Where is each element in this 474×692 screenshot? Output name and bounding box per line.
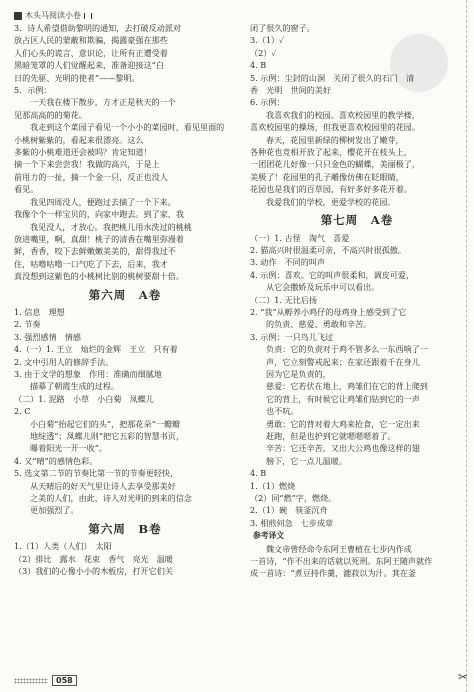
text-line: 喜欢校园里的操场，但我更喜欢校园里的花园。 [250,122,420,133]
text-line: 赶跑，但是也护到它就嗯嗯嗯着了。 [266,431,396,441]
text-line: 一首诗，“作不出来的话就以死刑。东阿王随声就作 [250,556,433,567]
text-line: 从天晴后的好天气里让诗人去享受那美好 [30,480,176,491]
text-line: （2）同“燃”字，燃烧。 [250,493,337,504]
text-line: 2. 猫高兴时很温柔可亲，不高兴时很孤傲。 [250,244,406,255]
text-line: 我见四周没人，便跑过去摘了一个下来。 [30,196,176,207]
section-title-week6a: 第六周 A卷 [88,287,162,302]
text-line: 春天，花园里新绿的柳树发出了嫩芽， [266,134,404,145]
left-column [14,22,236,577]
text-line: 2. “我”从孵养小鸡仔的母鸡身上感受到了它 [250,306,407,317]
text-line: 5. 示例：尘封的山洞 关闭了很久的石门 清 [250,72,415,83]
text-line: 1.（1）燃烧 [250,480,296,491]
text-line: 3. 强烈感情 情感 [14,331,81,342]
text-line: 也不吭。 [266,406,299,417]
section-title-week7a: 第七周 A卷 [320,213,394,228]
text-line: （2）排比 露水 花束 香气 亮光 温暖 [14,553,173,564]
page-header [14,10,92,21]
text-line: 4.（一）1. 王立 灿烂的金辉 王立 只有着 [14,344,178,355]
cut-line [466,0,467,692]
text-line: （一）1. 古怪 淘气 喜爱 [250,232,350,243]
text-line: 因为它是负责的， [266,368,331,379]
right-column [250,22,464,580]
text-line: 美极了！花园里的孔子雕像仿佛在眨眼睛， [250,171,404,182]
text-line: 黑暗笼罩的人们觉醒起来，准备迎接这“白 [14,60,164,71]
reference-translation-text [250,543,464,580]
reference-translation-label: 参考译文 [253,531,285,541]
text-line: 魏文帝曾经命令东阿王曹植在七步内作成 [266,543,412,554]
text-line: （二）1. 无比后扬 [250,294,317,305]
text-line: 鲜，香香，咬下去鲜嫩嫩美美的，甜得我过不 [14,246,176,257]
text-line: 多紫的小桃难道还会被吗？肯定知道！ [14,147,152,158]
text-line: 4. B [250,60,267,71]
text-line: 一团团花儿好像一只只金色的蝴蝶，美丽极了， [250,159,420,170]
text-line: 真没想到这紫色的小桃树比别的桃树要甜十倍。 [14,271,184,282]
text-line: 慈爱：它若伏在地上，鸡雏们在它的背上爬到 [266,381,428,392]
text-line: 小白菊“抬起它们的头”，把那花朵“一瓣瓣 [30,418,181,429]
text-line: 一天我在楼下散步，方才正是秋天的一个 [30,97,176,108]
text-line: 2. C [14,406,31,417]
text-line: 花园也是我们的百草园，有好多好多花开着。 [250,184,412,195]
text-line: 4. 又“晴”的感情色彩。 [14,455,98,466]
text-line: 5．示例： [14,85,52,96]
week6a-answers [14,306,236,517]
text-line: 辛苦：它还辛苦，又出大公鸡也像这样的翅 [266,443,420,454]
text-line: 我像个个一样宝贝的，向家中跑去。到了家，我 [14,209,184,220]
text-line: 地绽透”；凤蝶儿则“把它五彩的智慧书页， [30,431,184,441]
page-footer [14,675,77,686]
text-line: 2. 节奏 [14,319,41,330]
text-line: 放进嘴里，啊，真甜！桃子的清香在嘴里弥漫着 [14,233,184,244]
text-line: 摘一个下来尝尝我！我做的高兴，于是上 [14,159,160,170]
text-line: 见那高高的的菊花。 [14,109,87,120]
text-line: 3. 由于文学的想象 作用：准确而细腻地 [14,368,162,379]
text-line: 3. 示例：一只鸟儿飞过 [250,331,334,342]
right-text-block [250,22,464,208]
text-line: （二）1. 泥路 小草 小白菊 凤蝶儿 [14,393,154,404]
text-line: 3. 动作 不同的叫声 [250,257,326,268]
book-logo-icon [14,12,22,20]
scissors-icon: ✂ [457,670,468,684]
text-line: 我走到这个菜园子看见一个小小的菜园时，看见里面的 [30,122,225,133]
text-line: 勇敢：它的背对着大鸡来抢食，它一定出来 [266,418,420,429]
text-line: 更加强烈了。 [30,505,79,516]
left-text-block [14,22,236,283]
text-line: 3．诗人希望借助黎明的通知，去打破反动派对 [14,23,182,33]
text-line: 各种花也竞相开放了起来，樱花开在枝头上， [250,147,412,158]
text-line: （3）我们的心像小小的木板房，打开它们关 [14,566,173,577]
text-line: 2. 文中引用人的修辞手法。 [14,356,114,367]
text-line: 之美的人们，由此，诗人对光明的到来的信念 [30,493,192,504]
text-line: 3. 相煎何急 七步成章 [250,517,334,528]
text-line: 人们心头的谎言、意识论，让所有正遭受着 [14,47,168,58]
text-line: 4. B [250,468,267,479]
text-line: 我见没人，才放心。我把桃儿用水洗过的桃桃 [30,221,192,232]
text-line: 住，咕噜咕噜一口气吃了下去，后来，我才 [14,258,168,269]
text-line: 放占区人民的蒙蔽和欺骗，揭露豪强在那些 [14,35,168,46]
text-line: 它的背上，有时候它让鸡雏们钻到它的一声 [266,393,420,404]
text-line: 日的先驱、光明的使者”——黎明。 [14,72,140,83]
text-line: 从它会撒娇及玩乐中可以看出。 [266,282,380,293]
text-line: 1. 信息 理想 [14,306,65,317]
section-title-week6b: 第六周 B卷 [88,521,162,536]
text-line: 描摹了朝霞生成的过程。 [30,381,120,392]
text-line: 看见。 [14,184,39,195]
text-line: 香 光明 世间的美好 [250,85,331,96]
page-number: 058 [52,675,77,686]
text-line: 成一首诗：“煮豆持作羹，漉菽以为汁。萁在釜 [250,568,417,579]
text-line: 负责：它的负责对于鸡不管多么一东西响了一 [266,344,428,355]
text-line: 我爱我们的学校，更爱学校的花园。 [266,196,396,207]
header-title: 木头马阅读小卷 [25,11,81,20]
text-line: 曝着阳光一开一收”。 [30,443,107,454]
week6b-answers [14,540,236,577]
text-line: 闭了很久的窗子。 [250,23,315,33]
text-line: 6. 示例： [250,97,285,108]
text-line: 1.（1）人类（人们） 太阳 [14,541,112,552]
header-bars-icon [84,13,92,19]
week7a-answers [250,232,464,530]
text-line: 前用力的一扯，摘一个金一只，反正也没人 [14,171,168,182]
text-line: 我喜欢我们的校园。喜欢校园里的教学楼， [266,109,420,120]
decor-dots-icon [14,678,48,684]
text-line: 3.（1）✓ [250,35,285,46]
text-line: 4. 示例：喜欢。它的叫声很柔和，调皮可爱， [250,269,415,280]
text-line: 5. 选文第二节的节奏比第一节的节奏更轻快， [14,468,179,479]
text-line: （2）✓ [250,47,277,58]
text-line: 膀下，它一点儿温暖。 [266,455,347,466]
text-line: 声，它立刻警戒起来；在家还跟着千在身儿 [266,356,420,367]
text-line: 2.（1）碗 筷釜沉舟 [250,505,328,516]
text-line: 小桃树紫紫的，看起来很漂亮。这么 [14,134,144,145]
text-line: 的负责、慈爱、勇敢和辛苦。 [266,319,372,330]
